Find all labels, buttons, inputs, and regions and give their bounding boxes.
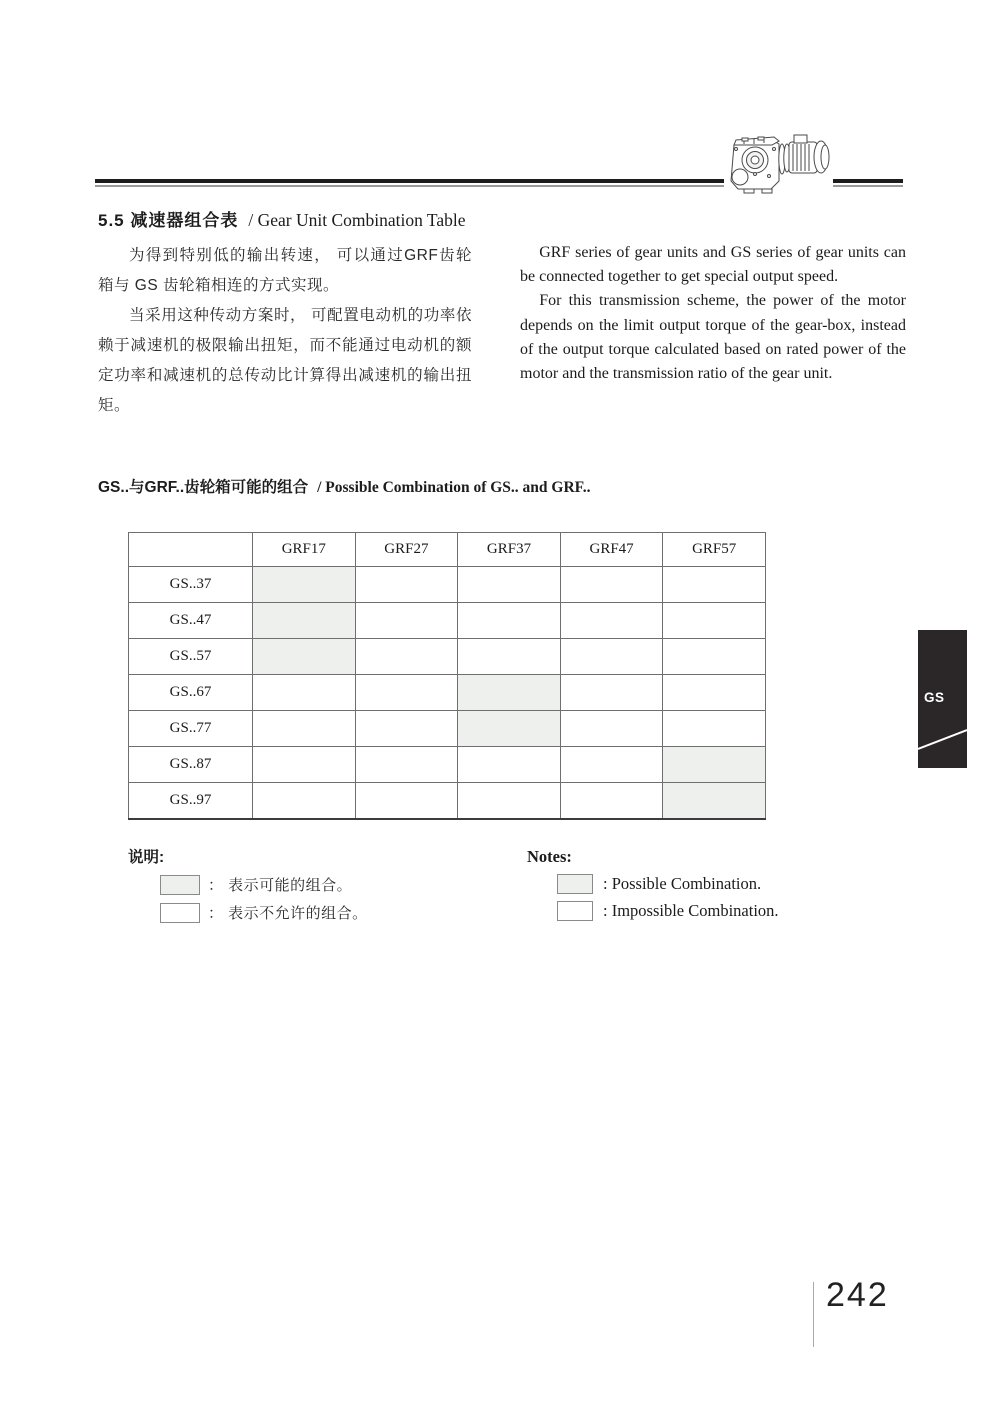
column-header-grf37: GRF37 [458,533,561,567]
side-tab-label: GS [924,690,945,705]
impossible-cell-GS..77-GRF57 [663,711,766,747]
column-header-grf57: GRF57 [663,533,766,567]
row-header-gs77: GS..77 [129,711,253,747]
legend-en-impossible-text: : Impossible Combination. [603,901,779,920]
impossible-cell-GS..67-GRF57 [663,675,766,711]
row-header-gs47: GS..47 [129,603,253,639]
impossible-cell-GS..47-GRF57 [663,603,766,639]
impossible-cell-GS..77-GRF47 [560,711,663,747]
combination-table [128,532,766,820]
impossible-cell-GS..37-GRF27 [355,567,458,603]
gearmotor-icon [722,129,840,201]
table-row [129,747,766,783]
impossible-cell-GS..87-GRF47 [560,747,663,783]
impossible-cell-GS..37-GRF37 [458,567,561,603]
row-header-gs67: GS..67 [129,675,253,711]
header-rule-left [95,179,724,187]
legend-chinese [128,845,368,923]
section-title-en: / Gear Unit Combination Table [248,210,466,230]
intro-zh-paragraph-1: 为得到特别低的输出转速， 可以通过GRF齿轮箱与 GS 齿轮箱相连的方式实现。 [98,247,472,294]
chapter-side-tab [918,630,967,768]
legend-zh-possible-row [160,874,368,895]
row-header-gs57: GS..57 [129,639,253,675]
impossible-cell-GS..97-GRF27 [355,783,458,819]
header-rule-right [833,179,903,187]
possible-cell-GS..67-GRF37 [458,675,561,711]
legend-en-possible-text: : Possible Combination. [603,874,762,893]
legend-zh-title: 说明: [128,849,165,866]
intro-en-paragraph-2: For this transmission scheme, the power of the motor depends on the limit output torque of the gear-box, instead of the output torque calculated based on rated power of the motor and the transmission ratio of the gear unit. [520,292,906,383]
possible-swatch [557,874,593,894]
impossible-cell-GS..97-GRF47 [560,783,663,819]
possible-cell-GS..57-GRF17 [253,639,356,675]
row-header-gs87: GS..87 [129,747,253,783]
column-header-grf47: GRF47 [560,533,663,567]
combination-subtitle-en: / Possible Combination of GS.. and GRF.. [317,479,591,496]
legend-zh-impossible-row [160,902,368,923]
intro-en-paragraph-1: GRF series of gear units and GS series of gear units can be connected together to get special output speed. [520,244,906,286]
intro-english [520,241,906,386]
table-row [129,711,766,747]
column-header-grf17: GRF17 [253,533,356,567]
possible-cell-GS..37-GRF17 [253,567,356,603]
impossible-cell-GS..97-GRF37 [458,783,561,819]
impossible-cell-GS..57-GRF37 [458,639,561,675]
impossible-cell-GS..77-GRF27 [355,711,458,747]
impossible-cell-GS..87-GRF17 [253,747,356,783]
column-header-grf27: GRF27 [355,533,458,567]
combination-subtitle [98,475,590,497]
possible-cell-GS..97-GRF57 [663,783,766,819]
impossible-cell-GS..77-GRF17 [253,711,356,747]
impossible-cell-GS..67-GRF17 [253,675,356,711]
section-title [98,206,466,231]
table-row [129,567,766,603]
impossible-swatch [557,901,593,921]
possible-cell-GS..87-GRF57 [663,747,766,783]
legend-english [527,847,779,921]
row-header-gs37: GS..37 [129,567,253,603]
impossible-cell-GS..67-GRF27 [355,675,458,711]
impossible-cell-GS..67-GRF47 [560,675,663,711]
impossible-cell-GS..37-GRF57 [663,567,766,603]
intro-chinese [98,241,472,421]
combination-subtitle-zh: GS..与GRF..齿轮箱可能的组合 [98,479,309,496]
page-number: 242 [826,1276,889,1314]
row-header-gs97: GS..97 [129,783,253,819]
table-row [129,783,766,819]
impossible-cell-GS..97-GRF17 [253,783,356,819]
legend-zh-possible-text: ： 表示可能的组合。 [208,877,353,894]
possible-cell-GS..77-GRF37 [458,711,561,747]
possible-cell-GS..47-GRF17 [253,603,356,639]
legend-en-possible-row [557,874,779,894]
combination-table-header [129,533,766,567]
table-row [129,603,766,639]
legend-en-impossible-row [557,901,779,921]
impossible-cell-GS..47-GRF37 [458,603,561,639]
impossible-cell-GS..57-GRF47 [560,639,663,675]
possible-swatch [160,875,200,895]
impossible-cell-GS..37-GRF47 [560,567,663,603]
legend-zh-impossible-text: ： 表示不允许的组合。 [208,905,368,922]
impossible-cell-GS..87-GRF27 [355,747,458,783]
impossible-cell-GS..57-GRF57 [663,639,766,675]
impossible-cell-GS..47-GRF27 [355,603,458,639]
legend-en-title: Notes: [527,847,572,866]
impossible-swatch [160,903,200,923]
impossible-cell-GS..57-GRF27 [355,639,458,675]
table-row [129,675,766,711]
impossible-cell-GS..47-GRF47 [560,603,663,639]
impossible-cell-GS..87-GRF37 [458,747,561,783]
page-number-rule [813,1282,814,1347]
section-title-zh: 5.5 减速器组合表 [98,211,239,230]
intro-zh-paragraph-2: 当采用这种传动方案时， 可配置电动机的功率依赖于减速机的极限输出扭矩，而不能通过电动机的额定功率和减速机的总传动比计算得出减速机的输出扭矩。 [98,307,472,414]
table-row [129,639,766,675]
table-corner-cell [129,533,253,567]
